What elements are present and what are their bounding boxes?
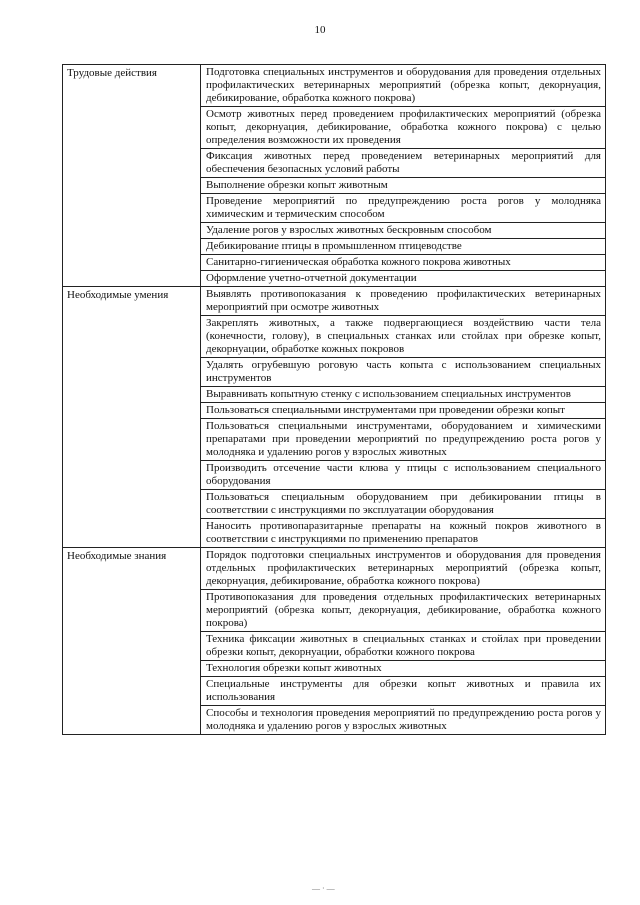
section-item: Закреплять животных, а также подвергающиеся воздействию части тела (конечности, голову), в специальных станках или стойлах при обрезке копыт, декорнуации, обработке кожных покровов bbox=[201, 316, 606, 358]
section-item: Удалять огрубевшую роговую часть копыта с использованием специальных инструментов bbox=[201, 358, 606, 387]
section-item: Способы и технология проведения мероприятий по предупреждению роста рогов у молодняка и удалению рогов у взрослых животных bbox=[201, 706, 606, 735]
section-item: Осмотр животных перед проведением профилактических мероприятий (обрезка копыт, декорнуация, дебикирование, обработка кожного покрова) с целью определения возможности их проведения bbox=[201, 107, 606, 149]
section-item: Технология обрезки копыт животных bbox=[201, 661, 606, 677]
section-item: Санитарно-гигиеническая обработка кожного покрова животных bbox=[201, 255, 606, 271]
section-item: Удаление рогов у взрослых животных бескровным способом bbox=[201, 223, 606, 239]
section-item: Производить отсечение части клюва у птицы с использованием специального оборудования bbox=[201, 461, 606, 490]
section-item: Пользоваться специальными инструментами, оборудованием и химическими препаратами при проведении мероприятий по предупреждению роста рогов у молодняка и удалению рогов у взрослых животных bbox=[201, 419, 606, 461]
section-item: Подготовка специальных инструментов и оборудования для проведения отдельных профилактических ветеринарных мероприятий (обрезка копыт, декорнуация, дебикирование, обработка кожного покрова) bbox=[201, 65, 606, 107]
section-label-required-knowledge: Необходимые знания bbox=[63, 548, 201, 735]
table-row bbox=[63, 65, 606, 107]
section-item: Оформление учетно-отчетной документации bbox=[201, 271, 606, 287]
section-item: Пользоваться специальным оборудованием при дебикировании птицы в соответствии с инструкциями по эксплуатации оборудования bbox=[201, 490, 606, 519]
section-item: Порядок подготовки специальных инструментов и оборудования для проведения отдельных профилактических ветеринарных мероприятий (обрезка копыт, декорнуация, дебикирование, обработка кожного покрова) bbox=[201, 548, 606, 590]
section-item: Выравнивать копытную стенку с использованием специальных инструментов bbox=[201, 387, 606, 403]
table-row bbox=[63, 548, 606, 590]
section-item: Фиксация животных перед проведением ветеринарных мероприятий для обеспечения безопасных условий работы bbox=[201, 149, 606, 178]
section-item: Техника фиксации животных в специальных станках и стойлах при проведении обрезки копыт, декорнуации, обработки кожного покрова bbox=[201, 632, 606, 661]
section-item: Специальные инструменты для обрезки копыт животных и правила их использования bbox=[201, 677, 606, 706]
section-item: Выполнение обрезки копыт животным bbox=[201, 178, 606, 194]
section-item: Противопоказания для проведения отдельных профилактических ветеринарных мероприятий (обрезка копыт, декорнуация, дебикирование, обработка кожного покрова) bbox=[201, 590, 606, 632]
scan-artifact: — · — bbox=[312, 884, 335, 893]
table-body bbox=[63, 65, 606, 735]
section-label-required-skills: Необходимые умения bbox=[63, 287, 201, 548]
page-number: 10 bbox=[314, 24, 326, 36]
section-item: Выявлять противопоказания к проведению профилактических ветеринарных мероприятий при осмотре животных bbox=[201, 287, 606, 316]
section-item: Наносить противопаразитарные препараты на кожный покров животного в соответствии с инструкциями по применению препаратов bbox=[201, 519, 606, 548]
section-item: Дебикирование птицы в промышленном птицеводстве bbox=[201, 239, 606, 255]
section-label-labor-actions: Трудовые действия bbox=[63, 65, 201, 287]
section-item: Проведение мероприятий по предупреждению роста рогов у молодняка химическим и термическим способом bbox=[201, 194, 606, 223]
section-item: Пользоваться специальными инструментами при проведении обрезки копыт bbox=[201, 403, 606, 419]
qualification-table bbox=[62, 64, 606, 735]
table-row bbox=[63, 287, 606, 316]
